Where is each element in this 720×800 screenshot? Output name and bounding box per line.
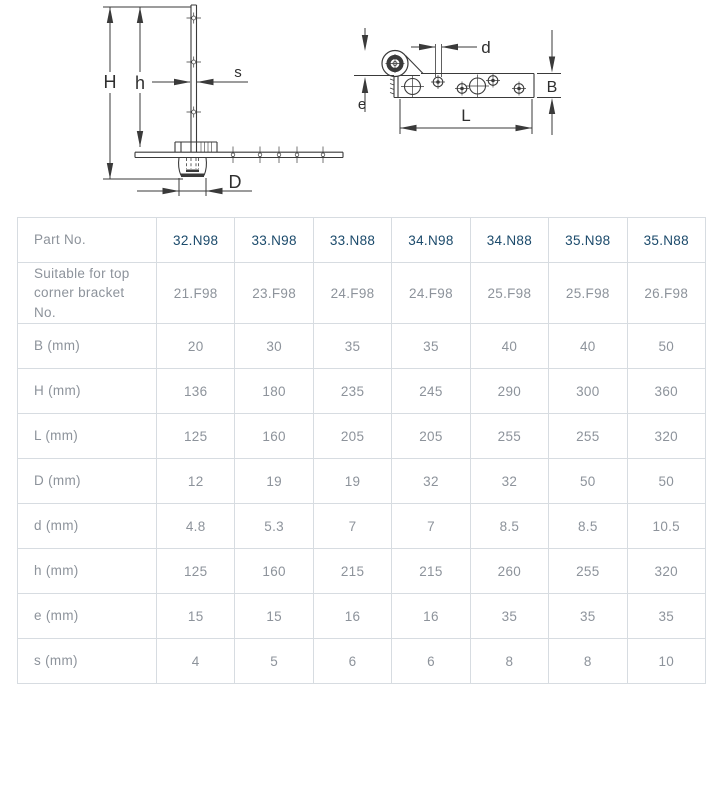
value-cell: 245 (392, 369, 470, 414)
dim-label-B: B (546, 79, 558, 96)
value-cell: 5.3 (235, 504, 313, 549)
value-cell: 6 (313, 639, 391, 684)
dim-label-e: e (357, 96, 367, 113)
value-cell: 8 (549, 639, 627, 684)
value-cell: 35 (392, 324, 470, 369)
dim-label-d: d (481, 38, 491, 57)
target-hole (512, 82, 526, 96)
value-cell: 255 (549, 549, 627, 594)
value-cell: 300 (549, 369, 627, 414)
part-number-header: 35.N98 (549, 218, 627, 263)
table-row (18, 414, 706, 459)
part-number-header: 32.N98 (157, 218, 235, 263)
value-cell: 12 (157, 459, 235, 504)
crosshair-hole (401, 75, 424, 98)
value-cell: 40 (549, 324, 627, 369)
value-cell: 136 (157, 369, 235, 414)
target-hole (431, 75, 445, 89)
value-cell: 205 (392, 414, 470, 459)
row-label: H (mm) (18, 369, 157, 414)
table-row (18, 594, 706, 639)
hinge-knuckle (382, 51, 423, 77)
value-cell: 125 (157, 549, 235, 594)
row-label: B (mm) (18, 324, 157, 369)
value-cell: 32 (392, 459, 470, 504)
value-cell: 35 (549, 594, 627, 639)
value-cell: 180 (235, 369, 313, 414)
table-row (18, 639, 706, 684)
part-no-header: Part No. (18, 218, 157, 263)
plan-view-drawing (354, 28, 561, 135)
dim-label-H: H (103, 72, 117, 92)
part-number-header: 33.N98 (235, 218, 313, 263)
value-cell: 260 (470, 549, 548, 594)
value-cell: 35 (470, 594, 548, 639)
value-cell: 7 (313, 504, 391, 549)
value-cell: 360 (627, 369, 705, 414)
target-hole (486, 74, 500, 88)
value-cell: 215 (313, 549, 391, 594)
value-cell: 215 (392, 549, 470, 594)
value-cell: 50 (627, 324, 705, 369)
socket-cup (179, 158, 207, 178)
part-number-header: 33.N88 (313, 218, 391, 263)
value-cell: 205 (313, 414, 391, 459)
dim-label-h: h (134, 73, 146, 93)
screw-holes (401, 74, 526, 99)
table-row (18, 549, 706, 594)
value-cell: 25.F98 (470, 263, 548, 324)
dim-label-D: D (228, 172, 242, 192)
value-cell: 16 (313, 594, 391, 639)
spec-table (17, 217, 706, 684)
value-cell: 23.F98 (235, 263, 313, 324)
drawing-canvas (0, 0, 720, 212)
value-cell: 35 (627, 594, 705, 639)
value-cell: 8.5 (549, 504, 627, 549)
part-number-header: 34.N98 (392, 218, 470, 263)
row-label: d (mm) (18, 504, 157, 549)
value-cell: 8.5 (470, 504, 548, 549)
value-cell: 4.8 (157, 504, 235, 549)
value-cell: 10 (627, 639, 705, 684)
value-cell: 320 (627, 414, 705, 459)
value-cell: 19 (313, 459, 391, 504)
technical-drawing (0, 0, 720, 212)
table-row (18, 369, 706, 414)
value-cell: 35 (313, 324, 391, 369)
row-label: Suitable for top corner bracket No. (18, 263, 157, 324)
crosshair-hole (466, 75, 489, 98)
value-cell: 21.F98 (157, 263, 235, 324)
row-label: h (mm) (18, 549, 157, 594)
value-cell: 160 (235, 549, 313, 594)
row-label: e (mm) (18, 594, 157, 639)
value-cell: 15 (157, 594, 235, 639)
front-view-drawing (103, 5, 343, 196)
table-header-row (18, 218, 706, 263)
value-cell: 290 (470, 369, 548, 414)
value-cell: 25.F98 (549, 263, 627, 324)
value-cell: 320 (627, 549, 705, 594)
row-label: D (mm) (18, 459, 157, 504)
table-row (18, 459, 706, 504)
value-cell: 30 (235, 324, 313, 369)
value-cell: 4 (157, 639, 235, 684)
value-cell: 19 (235, 459, 313, 504)
value-cell: 16 (392, 594, 470, 639)
table-row (18, 324, 706, 369)
table-row (18, 263, 706, 324)
value-cell: 24.F98 (392, 263, 470, 324)
horizontal-strap (135, 147, 343, 164)
value-cell: 6 (392, 639, 470, 684)
dimension-H (103, 7, 191, 179)
value-cell: 32 (470, 459, 548, 504)
value-cell: 50 (627, 459, 705, 504)
row-label: L (mm) (18, 414, 157, 459)
dim-label-L: L (461, 106, 471, 125)
value-cell: 24.F98 (313, 263, 391, 324)
spec-table-body (18, 263, 706, 684)
value-cell: 5 (235, 639, 313, 684)
value-cell: 255 (470, 414, 548, 459)
row-label: s (mm) (18, 639, 157, 684)
part-number-header: 35.N88 (627, 218, 705, 263)
value-cell: 125 (157, 414, 235, 459)
part-number-header: 34.N88 (470, 218, 548, 263)
value-cell: 235 (313, 369, 391, 414)
dim-label-s: s (234, 64, 242, 81)
table-row (18, 504, 706, 549)
value-cell: 50 (549, 459, 627, 504)
value-cell: 15 (235, 594, 313, 639)
vertical-strap (187, 5, 202, 152)
value-cell: 8 (470, 639, 548, 684)
value-cell: 10.5 (627, 504, 705, 549)
target-hole (455, 82, 469, 96)
value-cell: 7 (392, 504, 470, 549)
value-cell: 160 (235, 414, 313, 459)
value-cell: 40 (470, 324, 548, 369)
value-cell: 26.F98 (627, 263, 705, 324)
value-cell: 20 (157, 324, 235, 369)
value-cell: 255 (549, 414, 627, 459)
